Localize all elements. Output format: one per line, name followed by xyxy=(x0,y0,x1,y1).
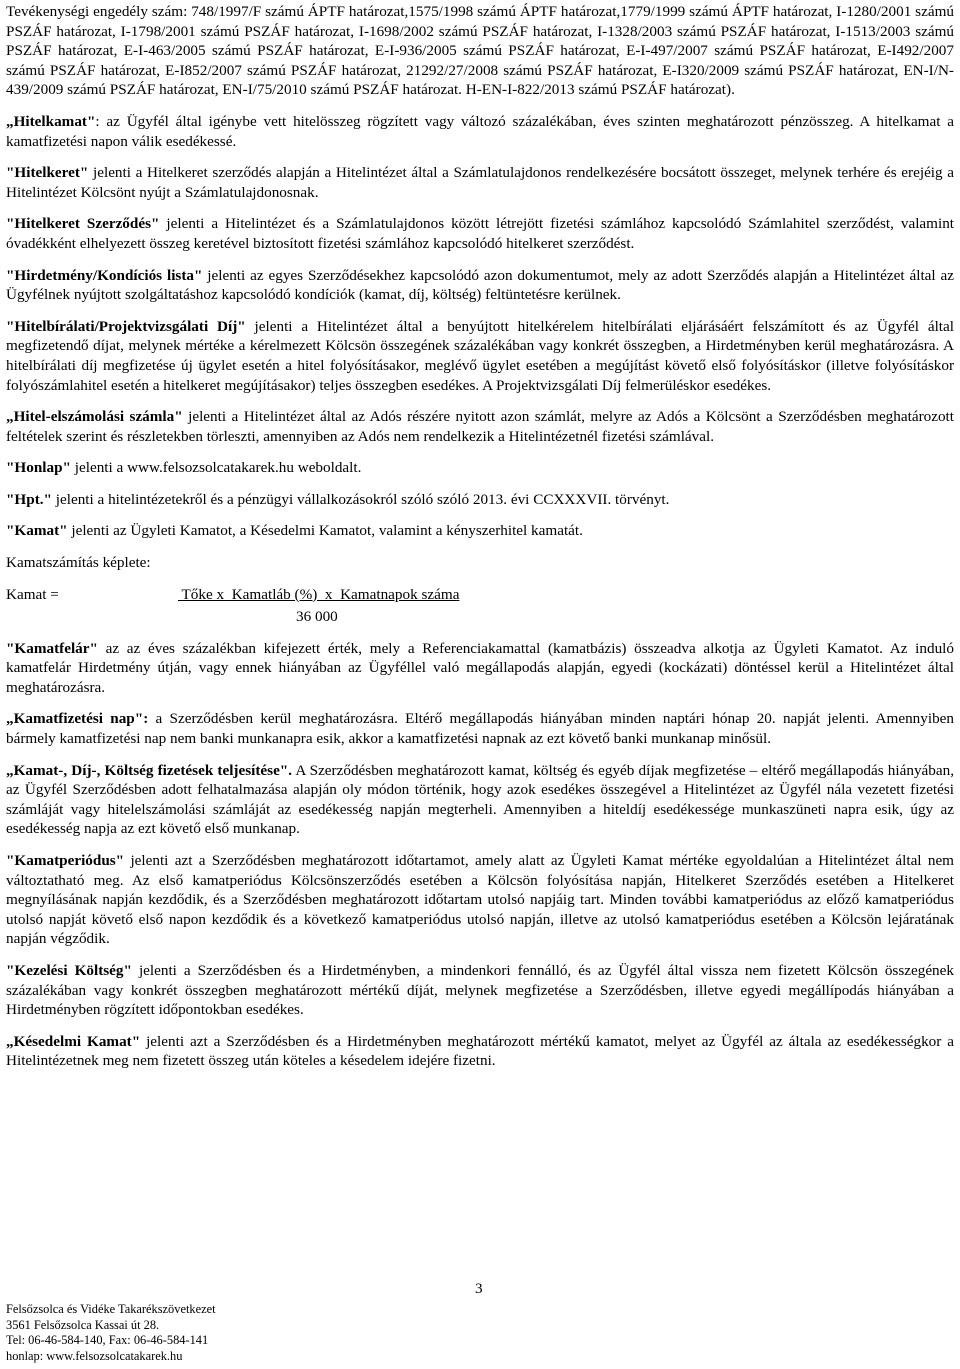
definition-hitelkeret xyxy=(6,163,954,202)
definition-text: jelenti a Szerződésben és a Hirdetményben, a mindenkori fennálló, és az Ügyfél által vissza nem fizetett Kölcsön összegének százalékában vagy konkrét összegben meghatározott mértékű díját, melynek megfizetése a Szerződésben, illetve egyedi megállípodás hiányában a Hirdetményben rögzített időpontokban esedékes. xyxy=(6,961,954,1019)
definition-kesedelmi-kamat xyxy=(6,1032,954,1071)
definition-term: „Hitelkamat" xyxy=(6,112,96,130)
definition-kamatfelar xyxy=(6,639,954,698)
definition-term: "Kezelési Költség" xyxy=(6,961,132,979)
definition-term: "Honlap" xyxy=(6,459,71,477)
footer-phone: Tel: 06-46-584-140, Fax: 06-46-584-141 xyxy=(6,1333,209,1348)
definition-term: „Késedelmi Kamat" xyxy=(6,1032,141,1050)
definition-term: „Hitel-elszámolási számla" xyxy=(6,408,183,426)
definition-term: "Hitelkeret" xyxy=(6,164,89,182)
document-page xyxy=(6,2,954,1083)
definition-text: : az Ügyfél által igénybe vett hitelösszeg rögzített vagy változó százalékában, éves szinten meghatározott pénzösszeg. A hitelkamat a kamatfizetési napon válik esedékessé. xyxy=(6,112,954,150)
definition-hirdetmeny xyxy=(6,266,954,305)
definition-honlap xyxy=(6,458,954,478)
definition-term: "Hirdetmény/Kondíciós lista" xyxy=(6,266,203,284)
definition-text: az az éves százalékban kifejezett érték, mely a Referenciakamattal (kamatbázis) összeadva alkotja az Ügyleti Kamatot. Az induló kamatfelár Hirdetmény útján, vagy ennek hiányában az Ügyféllel való megállapodás alapján, egyedi (kockázati) döntéssel kerül a Hitelintézet által meghatározásra. xyxy=(6,639,954,696)
definition-text: jelenti a www.felsozsolcatakarek.hu weboldalt. xyxy=(70,459,362,477)
license-intro: Tevékenységi engedély szám: 748/1997/F számú ÁPTF határozat,1575/1998 számú ÁPTF határozat,1779/1999 számú ÁPTF határozat, I-1280/2001 számú PSZÁF határozat, I-1798/2001 számú PSZÁF határozat, I-1698/2002 számú PSZÁF határozat, I-1328/2003 számú PSZÁF határozat, I-1513/2003 számú PSZÁF határozat, E-I-463/2005 számú PSZÁF határozat, E-I-936/2005 számú PSZÁF határozat, E-I-497/2007 számú PSZÁF határozat, E-I492/2007 számú PSZÁF határozat, E-I852/2007 számú PSZÁF határozat, 21292/27/2008 számú PSZÁF határozat, E-I320/2009 számú PSZÁF határozat, EN-I/N-439/2009 számú PSZÁF határozat, EN-I/75/2010 számú PSZÁF határozat. H-EN-I-822/2013 számú PSZÁF határozat). xyxy=(6,3,954,99)
definition-term: "Hitelbírálati/Projektvizsgálati Díj" xyxy=(6,317,246,335)
formula-denominator: 36 000 xyxy=(296,607,338,625)
definition-text: a Szerződésben kerül meghatározásra. Eltérő megállapodás hiányában minden naptári hónap 20. napját jelenti. Amennyiben bármely kamatfizetési nap nem banki munkanapra esik, akkor a kamatfizetési napnak az ezt követő banki munkanap minősül. xyxy=(6,710,954,748)
definition-hitelbiralati-dij xyxy=(6,317,954,395)
definition-term: „Kamatfizetési nap": xyxy=(6,710,149,728)
footer-company: Felsőzsolca és Vidéke Takarékszövetkezet xyxy=(6,1302,216,1316)
definition-kamatperiodus xyxy=(6,851,954,949)
formula-numerator: Tőke x Kamatláb (%) x Kamatnapok száma xyxy=(178,585,460,603)
definition-hitelkeret-szerzodes xyxy=(6,214,954,253)
definition-term: "Kamat" xyxy=(6,522,68,540)
definition-text: jelenti a hitelintézetekről és a pénzügyi vállalkozásokról szóló szóló 2013. évi CCXXXVII. törvényt. xyxy=(51,490,670,508)
definition-text: jelenti azt a Szerződésben meghatározott időtartamot, amely alatt az Ügyleti Kamat mértéke egyoldalúan a Hitelintézet által nem változtatható meg. Az első kamatperiódus Kölcsönszerződés esetében a Kölcsön folyósítása napján, Hitelkeret Szerződés esetében a Hitelkeret megnyílásának napján kezdődik, és a Szerződésben meghatározott időtartam utolsó napjáig tart. Minden további kamatperiódus az előző kamatperiódus utolsó napját követő első napon kezdődik és a következő kamatperiódus utolsó napján, illetve az utolsó kamatperiódus esetében a Kölcsön lejáratának napján végződik. xyxy=(6,852,954,948)
definition-text: jelenti a Hitelkeret szerződés alapján a Hitelintézet által a Számlatulajdonos rendelkezésére bocsátott összeget, melynek terhére és erejéig a Hitelintézet Kölcsönt nyújt a Számlatulajdonosnak. xyxy=(6,164,954,201)
definition-term: "Hitelkeret Szerződés" xyxy=(6,215,160,233)
definition-text: jelenti a Hitelintézet által az Adós részére nyitott azon számlát, melyre az Adós a Kölcsönt a Szerződésben meghatározott feltételek szerint és részletekben törleszti, amennyiben az Adós nem rendelkezik a Hitelintézetnél fizetési számlával. xyxy=(6,408,954,445)
footer-address: 3561 Felsőzsolca Kassai út 28. xyxy=(6,1317,160,1332)
definition-text: jelenti azt a Szerződésben és a Hirdetményben meghatározott mértékű kamatot, melyet az Ügyfél az általa az esedékességkor a Hitelintézetnek meg nem fizetett összeg után köteles a késedelem idejére fizetni. xyxy=(6,1032,954,1070)
footer xyxy=(6,1302,216,1364)
definition-term: "Hpt." xyxy=(6,490,52,508)
definition-kamat-dij-koltseg xyxy=(6,761,954,839)
formula-denominator-row xyxy=(6,607,954,627)
definition-hitelkamat xyxy=(6,112,954,151)
definition-text: jelenti a Hitelintézet által a benyújtott hitelkérelem hitelbírálati eljárásáért felszámított és az Ügyfél által megfizetendő díjat, melynek mértéke a kérelmezett Kölcsön összegének százalékában vagy konkrét összegben, a Hirdetményben kerül meghatározásra. A hitelbírálati díj megfizetése új ügylet esetén a hitel folyósításakor, meglévő ügylet esetében a megújítást követő első folyósításkor (illetve folyósításkor folyószámlahitel esetén a hitelkeret megújításakor) teljes összegben esedékes. A Projektvizsgálati Díj felmerüléskor esedékes. xyxy=(6,317,954,394)
interest-formula xyxy=(6,585,954,605)
definition-term: "Kamatperiódus" xyxy=(6,852,125,869)
footer-website: honlap: www.felsozsolcatakarek.hu xyxy=(6,1348,183,1363)
definition-text: jelenti a Hitelintézet és a Számlatulajdonos között létrejött fizetési számlához kapcsolódó Számlahitel szerződést, valamint óvadékként elhelyezett összeg keretével biztosított fizetési számlához kapcsolódó hitelkeret szerződést. xyxy=(6,215,955,252)
definition-term: "Kamatfelár" xyxy=(6,639,98,657)
definition-text: jelenti az Ügyleti Kamatot, a Késedelmi Kamatot, valamint a kényszerhitel kamatát. xyxy=(67,522,583,540)
definition-term: „Kamat-, Díj-, Költség fizetések teljesítése". xyxy=(6,761,293,779)
page-number: 3 xyxy=(475,1280,483,1297)
definition-kezelesi-koltseg xyxy=(6,961,954,1020)
formula-intro: Kamatszámítás képlete: xyxy=(6,554,151,572)
definition-text: A Szerződésben meghatározott kamat, költség és egyéb díjak megfizetése – eltérő megállapodás hiányában, az Ügyfél Szerződésben adott felhatalmazása alapján oly módon történik, hogy azok esedékes összegével a Hitelintézet az Ügyfél nála vezetett fizetési számláját vagy hitelelszámolási számláját az esedékesség napján megterheli. Amennyiben a hiteldíj esedékessége munkaszüneti napra esik, úgy az esedékesség napja az ezt követő első munkanap. xyxy=(6,761,955,838)
definition-kamatfizetesi-nap xyxy=(6,709,954,748)
definition-hitel-elszamolasi-szamla xyxy=(6,407,954,446)
formula-lhs: Kamat = xyxy=(6,585,59,603)
definition-hpt xyxy=(6,490,954,510)
definition-kamat xyxy=(6,521,954,541)
definition-text: jelenti az egyes Szerződésekhez kapcsolódó azon dokumentumot, mely az adott Szerződés alapján a Hitelintézet által az Ügyfélnek nyújtott szolgáltatáshoz kapcsolódó kondíciók (kamat, díj, költség) feltüntetésre kerülnek. xyxy=(6,266,954,304)
